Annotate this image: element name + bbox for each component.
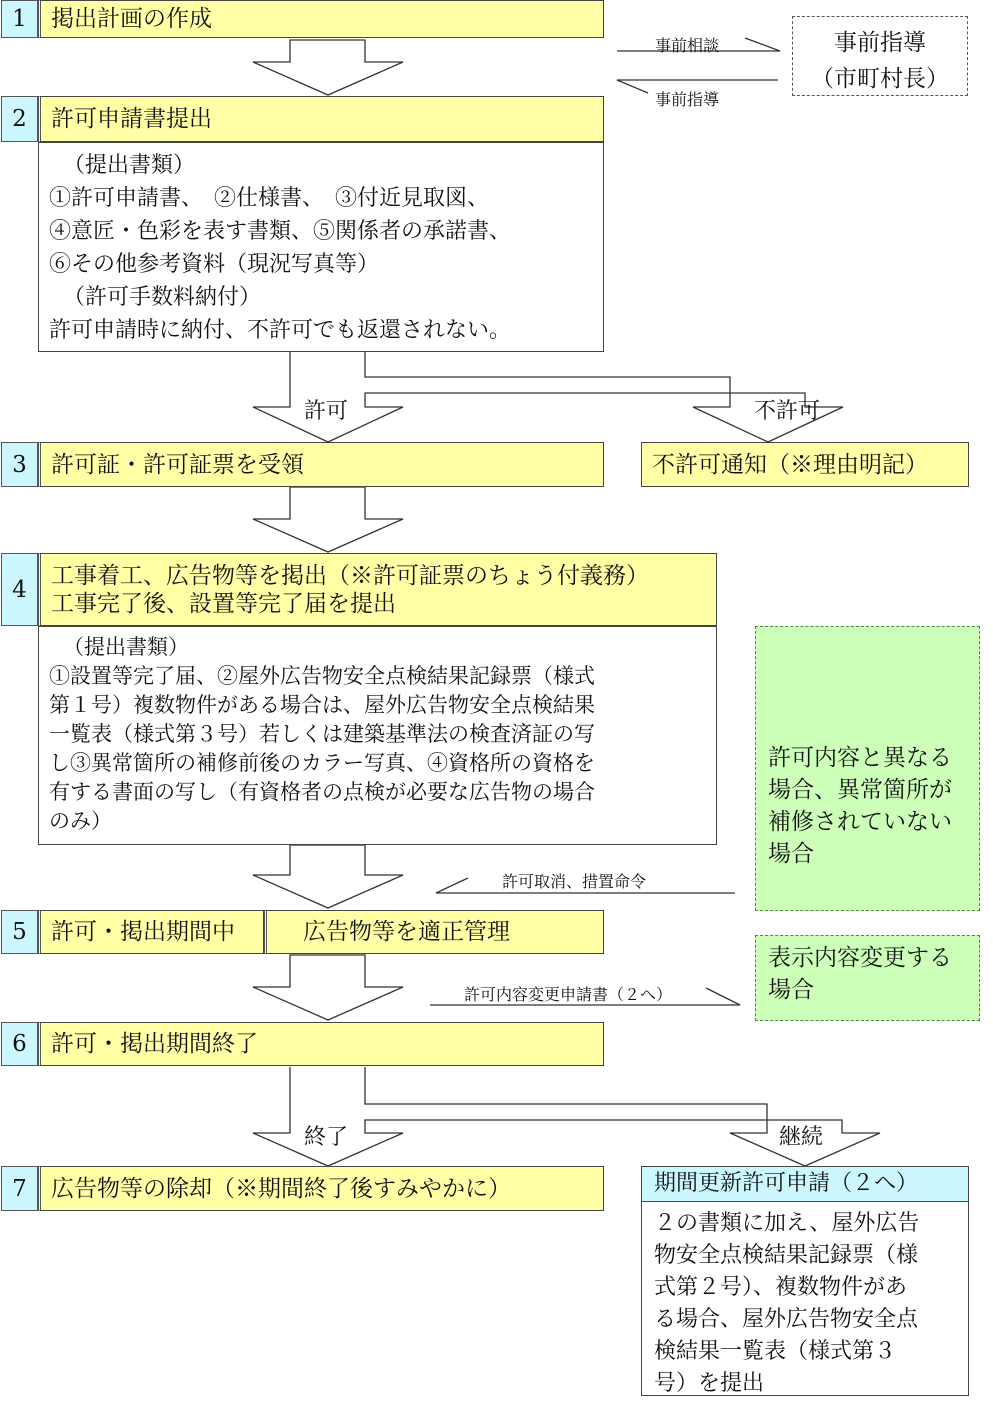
display-change-box bbox=[755, 935, 980, 1021]
step-1-number: 1 bbox=[1, 0, 38, 38]
violation-condition-box bbox=[755, 626, 980, 911]
step-2-box: 許可申請書提出 bbox=[38, 96, 604, 142]
step-4-title-line1: 工事着工、広告物等を掲出（※許可証票のちょう付義務） bbox=[51, 562, 649, 589]
step-4-documents bbox=[38, 626, 717, 845]
prior-guidance-title: 事前指導 bbox=[834, 30, 926, 56]
doc-line: し③異常箇所の補修前後のカラー写真、④資格所の資格を bbox=[49, 751, 595, 775]
step-7-box: 広告物等の除却（※期間終了後すみやかに） bbox=[38, 1166, 604, 1211]
doc-line: ⑥その他参考資料（現況写真等） bbox=[49, 252, 380, 277]
revoke-order-label: 許可取消、措置命令 bbox=[502, 872, 647, 891]
renewal-body-line: 検結果一覧表（様式第３ bbox=[654, 1339, 897, 1364]
doc-line: （提出書類） bbox=[63, 635, 189, 659]
step-2-documents bbox=[38, 142, 604, 352]
doc-line: 有する書面の写し（有資格者の点検が必要な広告物の場合 bbox=[49, 780, 595, 804]
reject-notice-box: 不許可通知（※理由明記） bbox=[641, 442, 969, 487]
step-4-title-line2: 工事完了後、設置等完了届を提出 bbox=[51, 590, 396, 617]
arrow-end bbox=[253, 1067, 880, 1166]
prior-guidance-authority: （市町村長） bbox=[811, 66, 949, 92]
step-4-box bbox=[38, 553, 717, 626]
renewal-body-line: 号）を提出 bbox=[654, 1371, 765, 1396]
doc-line: （提出書類） bbox=[63, 153, 196, 178]
violation-line: 補修されていない bbox=[768, 809, 952, 835]
step-1-box: 掲出計画の作成 bbox=[38, 0, 604, 38]
arrow-4-to-5 bbox=[253, 845, 403, 908]
violation-line: 許可内容と異なる bbox=[768, 745, 952, 771]
doc-line: ①許可申請書、 ②仕様書、 ③付近見取図、 bbox=[49, 186, 490, 211]
doc-line: 許可申請時に納付、不許可でも返還されない。 bbox=[49, 318, 512, 343]
step-5-box: 許可・掲出期間中 bbox=[38, 910, 264, 954]
display-change-line: 表示内容変更する bbox=[768, 945, 952, 971]
display-change-line: 場合 bbox=[768, 977, 814, 1003]
step-3-number: 3 bbox=[1, 442, 38, 487]
renewal-body-line: る場合、屋外広告物安全点 bbox=[654, 1307, 919, 1332]
doc-line: 第１号）複数物件がある場合は、屋外広告物安全点検結果 bbox=[49, 693, 595, 717]
renewal-body-line: ２の書類に加え、屋外広告 bbox=[654, 1211, 920, 1236]
step-5-number: 5 bbox=[1, 910, 38, 954]
step-6-box: 許可・掲出期間終了 bbox=[38, 1022, 604, 1066]
step-6-number: 6 bbox=[1, 1022, 38, 1066]
doc-line: ④意匠・色彩を表す書類、⑤関係者の承諾書、 bbox=[49, 219, 512, 244]
arrow-3-to-4 bbox=[253, 487, 403, 552]
prior-guidance-box bbox=[792, 16, 968, 96]
renewal-application-box bbox=[641, 1166, 969, 1396]
violation-line: 場合 bbox=[768, 841, 814, 867]
violation-line: 場合、異常箇所が bbox=[768, 777, 952, 803]
permit-label: 許可 bbox=[304, 399, 349, 424]
prior-guidance-label: 事前指導 bbox=[655, 90, 720, 109]
doc-line: 一覧表（様式第３号）若しくは建築基準法の検査済証の写 bbox=[49, 722, 595, 746]
doc-line: ①設置等完了届、②屋外広告物安全点検結果記録票（様式 bbox=[49, 664, 595, 688]
change-application-label: 許可内容変更申請書（２へ） bbox=[464, 985, 673, 1004]
prior-consultation-label: 事前相談 bbox=[655, 36, 720, 55]
step-4-number: 4 bbox=[1, 553, 38, 626]
doc-line: （許可手数料納付） bbox=[63, 285, 262, 310]
arrow-1-to-2 bbox=[253, 40, 403, 95]
arrow-5-to-6 bbox=[253, 955, 403, 1020]
step-2-number: 2 bbox=[1, 96, 38, 142]
renewal-title: 期間更新許可申請（２へ） bbox=[642, 1167, 968, 1202]
step-7-number: 7 bbox=[1, 1166, 38, 1211]
continue-label: 継続 bbox=[779, 1125, 824, 1150]
doc-line: のみ） bbox=[49, 809, 112, 833]
step-5-management-box: 広告物等を適正管理 bbox=[264, 910, 604, 954]
step-3-box: 許可証・許可証票を受領 bbox=[38, 442, 604, 487]
reject-label: 不許可 bbox=[754, 399, 821, 424]
renewal-body-line: 式第２号）、複数物件があ bbox=[654, 1275, 908, 1300]
renewal-body-line: 物安全点検結果記録票（様 bbox=[654, 1243, 919, 1268]
end-label: 終了 bbox=[304, 1125, 349, 1150]
